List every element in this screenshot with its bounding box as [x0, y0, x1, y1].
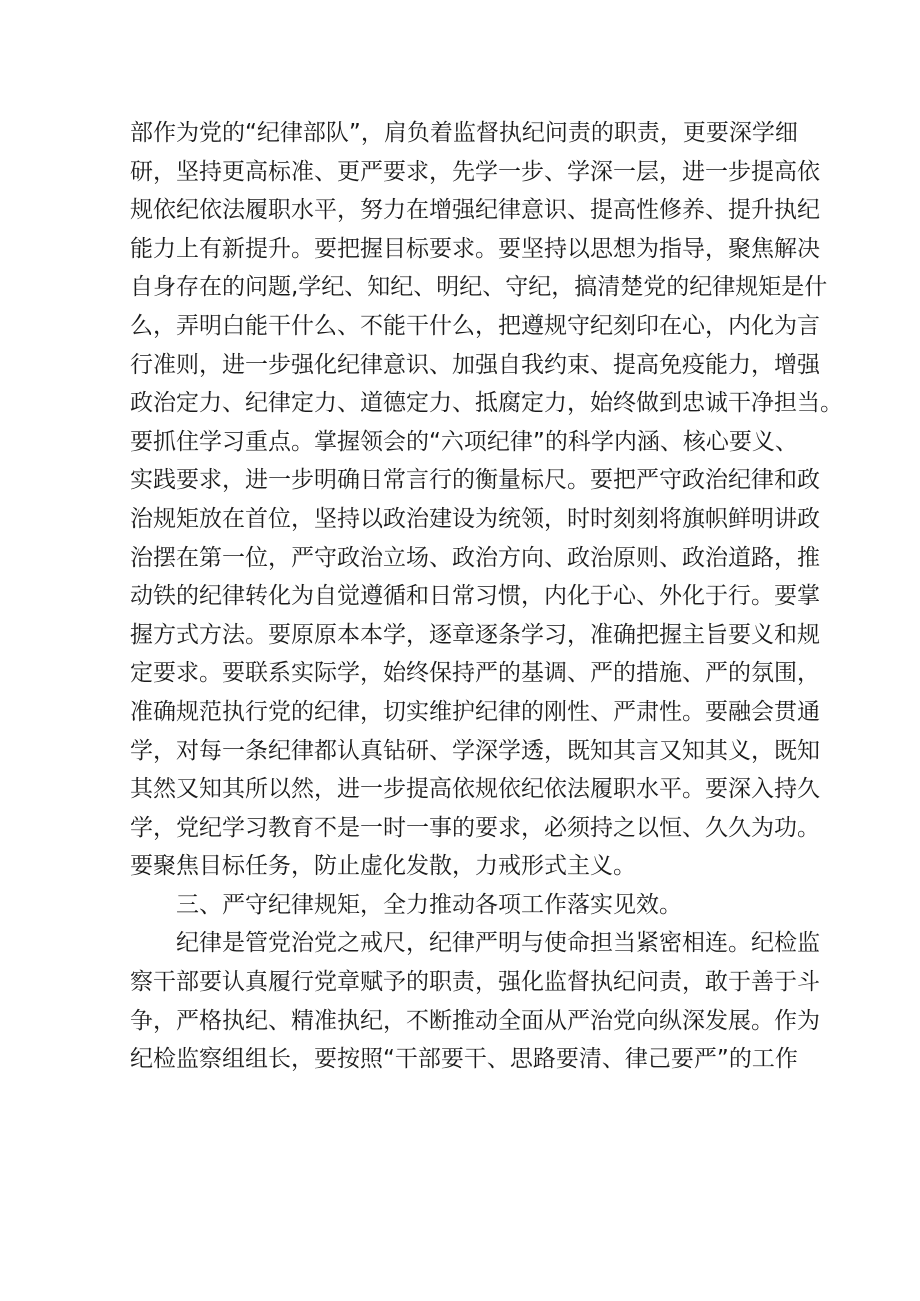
text-line: 规依纪依法履职水平，努力在增强纪律意识、提高性修养、提升执纪: [130, 197, 820, 224]
text-line: 政治定力、纪律定力、道德定力、抵腐定力，始终做到忠诚干净担当。: [130, 390, 843, 417]
text-line: 其然又知其所以然，进一步提高依规依纪依法履职水平。要深入持久: [130, 776, 820, 803]
text-line: 握方式方法。要原原本本学，逐章逐条学习，准确把握主旨要义和规: [130, 621, 820, 648]
text-line: 么，弄明白能干什么、不能干什么，把遵规守纪刻印在心，内化为言: [130, 312, 820, 339]
text-line: 要抓住学习重点。掌握领会的“六项纪律”的科学内涵、核心要义、: [130, 428, 798, 455]
text-line: 察干部要认真履行党章赋予的职责，强化监督执纪问责，敢于善于斗: [130, 969, 820, 996]
text-line: 行准则，进一步强化纪律意识、加强自我约束、提高免疫能力，增强: [130, 351, 820, 378]
text-line: 动铁的纪律转化为自觉遵循和日常习惯，内化于心、外化于行。要掌: [130, 583, 820, 610]
section-heading: 三、严守纪律规矩，全力推动各项工作落实见效。: [176, 891, 682, 918]
text-line: 实践要求，进一步明确日常言行的衡量标尺。要把严守政治纪律和政: [130, 467, 820, 494]
text-line: 学，党纪学习教育不是一时一事的要求，必须持之以恒、久久为功。: [130, 814, 820, 841]
text-line: 研，坚持更高标准、更严要求，先学一步、学深一层，进一步提高依: [130, 158, 820, 185]
text-line: 自身存在的问题,学纪、知纪、明纪、守纪，搞清楚党的纪律规矩是什: [130, 274, 828, 301]
text-line: 学，对每一条纪律都认真钻研、学深学透，既知其言又知其义，既知: [130, 737, 820, 764]
text-line: 定要求。要联系实际学，始终保持严的基调、严的措施、严的氛围，: [130, 660, 820, 687]
text-line: 治规矩放在首位，坚持以政治建设为统领，时时刻刻将旗帜鲜明讲政: [130, 505, 820, 532]
text-line: 纪检监察组组长，要按照“干部要干、思路要清、律己要严”的工作: [130, 1046, 798, 1073]
text-line: 能力上有新提升。要把握目标要求。要坚持以思想为指导，聚焦解决: [130, 235, 820, 262]
text-line: 准确规范执行党的纪律，切实维护纪律的刚性、严肃性。要融会贯通: [130, 698, 820, 725]
text-line: 争，严格执纪、精准执纪，不断推动全面从严治党向纵深发展。作为: [130, 1007, 820, 1034]
paragraph-first-line: 纪律是管党治党之戒尺，纪律严明与使命担当紧密相连。纪检监: [176, 930, 820, 957]
document-body: [130, 114, 843, 1079]
text-line: 部作为党的“纪律部队”，肩负着监督执纪问责的职责，更要深学细: [130, 120, 798, 146]
text-line: 治摆在第一位，严守政治立场、政治方向、政治原则、政治道路，推: [130, 544, 820, 571]
text-line: 要聚焦目标任务，防止虚化发散，力戒形式主义。: [130, 853, 636, 880]
